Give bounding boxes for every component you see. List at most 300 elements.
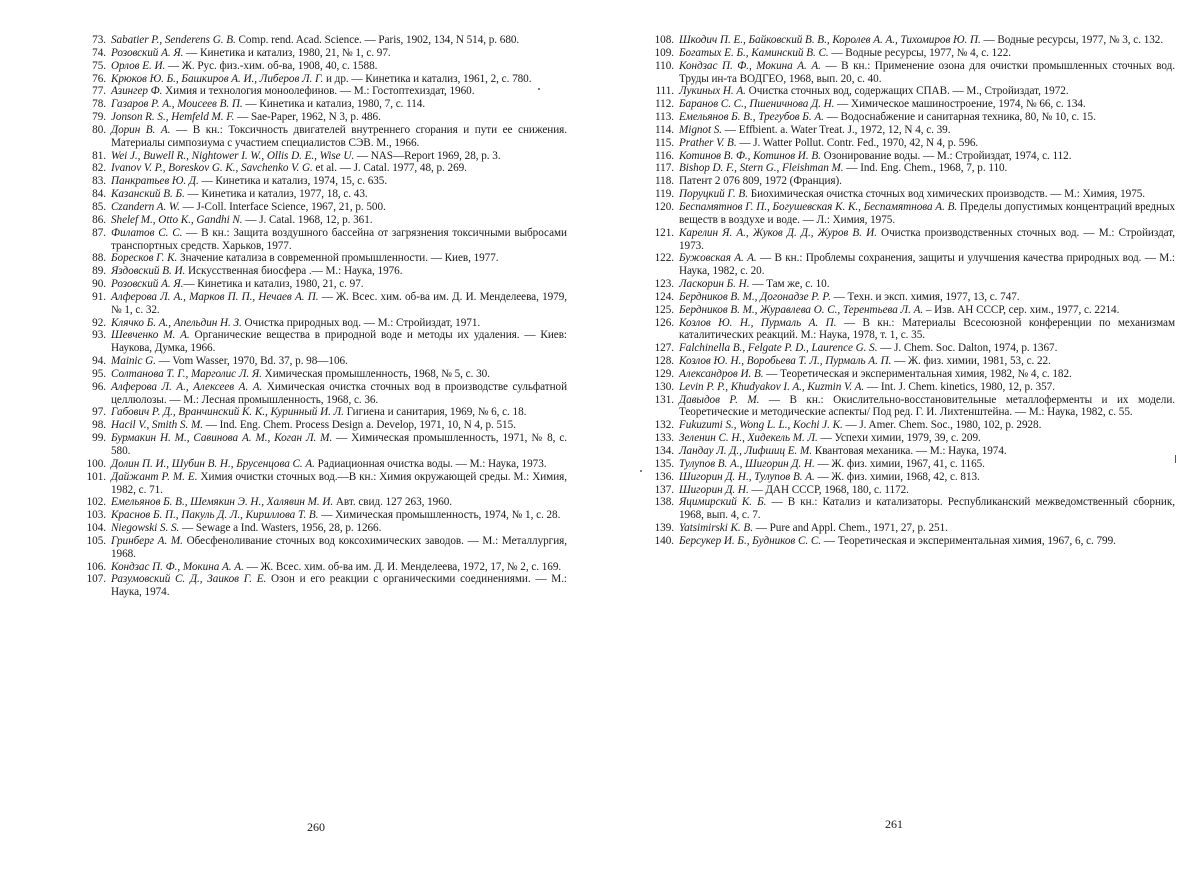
reference-authors: Шигорин Д. Н. xyxy=(679,483,749,496)
reference-number: 88. xyxy=(92,252,106,265)
reference-source: — Водные ресурсы, 1977, № 4, с. 122. xyxy=(828,46,1011,59)
reference-number: 105. xyxy=(86,534,106,547)
reference-number: 79. xyxy=(92,111,106,124)
reference-number: 136. xyxy=(654,470,674,483)
reference-item xyxy=(650,47,1175,60)
reference-authors: Кондзас П. Ф., Мокина А. А. xyxy=(111,560,244,573)
reference-number: 115. xyxy=(655,136,674,149)
reference-item xyxy=(82,214,567,227)
reference-source: Озон и его реакции с органическими соединениями. — М.: Наука, 1974. xyxy=(111,573,567,599)
reference-number: 98. xyxy=(92,419,106,432)
reference-item xyxy=(82,496,567,509)
reference-text xyxy=(679,355,1175,368)
reference-item xyxy=(82,419,567,432)
reference-number: 124. xyxy=(654,290,674,303)
reference-item xyxy=(650,227,1175,253)
reference-number: 128. xyxy=(654,355,674,368)
reference-source: — J. Watter Pollut. Contr. Fed., 1970, 42, N 4, p. 596. xyxy=(736,136,979,149)
reference-text xyxy=(679,60,1175,86)
reference-text xyxy=(679,522,1175,535)
reference-number: 83. xyxy=(92,175,106,188)
reference-number: 122. xyxy=(654,252,674,265)
reference-item xyxy=(650,342,1175,355)
reference-text xyxy=(111,419,567,432)
reference-source: — В кн.: Применение озона для очистки промышленных сточных вод. Труды ин-та ВОДГЕО, 1968, вып. 20, с. 40. xyxy=(679,59,1175,85)
reference-authors: Бужовская А. А. xyxy=(679,252,757,265)
reference-number: 90. xyxy=(92,278,106,291)
reference-number: 112. xyxy=(655,98,674,111)
reference-number: 111. xyxy=(655,85,674,98)
reference-source: — Ж. Рус. физ.-хим. об-ва, 1908, 40, с. 1588. xyxy=(165,59,378,72)
reference-item xyxy=(650,317,1175,343)
page-number-right: 261 xyxy=(885,817,903,831)
reference-authors: Niegowski S. S. xyxy=(111,522,180,535)
reference-authors: Клячко Б. А., Апельдин Н. З. xyxy=(111,316,242,329)
reference-text xyxy=(679,394,1175,420)
reference-source: Квантовая механика. — М.: Наука, 1974. xyxy=(812,445,1007,457)
reference-item xyxy=(650,484,1175,497)
reference-text xyxy=(679,368,1175,381)
reference-item xyxy=(650,111,1175,124)
reference-text xyxy=(111,162,567,175)
reference-text xyxy=(111,291,567,317)
scan-speck xyxy=(538,88,540,90)
reference-item xyxy=(82,47,567,60)
reference-item xyxy=(650,432,1175,445)
reference-authors: Levin P. P., Khudyakov I. A., Kuzmin V. A. xyxy=(679,380,865,393)
reference-item xyxy=(650,522,1175,535)
reference-authors: Богатых Е. Б., Каминский В. С. xyxy=(679,46,829,59)
reference-list-right xyxy=(650,34,1175,548)
reference-number: 119. xyxy=(655,188,674,201)
reference-number: 129. xyxy=(654,367,674,380)
reference-authors: Габович Р. Д., Вранчинский К. К., Куринный И. Л. xyxy=(111,406,344,419)
reference-source: — Теоретическая и экспериментальная химия, 1967, 6, с. 799. xyxy=(821,534,1116,547)
reference-item xyxy=(82,355,567,368)
reference-source: — Ind. Eng. Chem., 1968, 7, p. 110. xyxy=(843,162,1008,175)
reference-number: 110. xyxy=(655,59,674,72)
reference-source: Радиационная очистка воды. — М.: Наука, 1973. xyxy=(314,457,547,470)
reference-authors: Яздовский В. И. xyxy=(111,265,186,278)
reference-item xyxy=(650,98,1175,111)
reference-source: Химия и технология моноолефинов. — М.: Гостоптехиздат, 1960. xyxy=(162,85,475,98)
reference-text xyxy=(679,124,1175,137)
reference-number: 116. xyxy=(655,149,674,162)
reference-number: 103. xyxy=(86,509,106,522)
reference-number: 121. xyxy=(654,226,674,239)
reference-item xyxy=(82,150,567,163)
reference-item xyxy=(82,73,567,86)
reference-number: 118. xyxy=(655,175,674,188)
reference-authors: Wei J., Buwell R., Nightower I. W., Ollis D. E., Wise U. xyxy=(111,149,355,162)
reference-source: Органические вещества в природной воде и методы их удаления. — Киев: Наукова, Думка, 1966. xyxy=(111,329,567,355)
reference-text xyxy=(111,98,567,111)
reference-authors: Falchinella B., Felgate P. D., Laurence G. S. xyxy=(679,342,878,355)
reference-number: 73. xyxy=(92,34,106,46)
reference-source: — Ж. Всес. хим. об-ва им. Д. И. Менделеева, 1979, № 1, с. 32. xyxy=(111,290,567,316)
reference-item xyxy=(650,34,1175,47)
reference-item xyxy=(82,227,567,253)
reference-authors: Jonson R. S., Hemfeld M. F. xyxy=(111,111,235,124)
reference-item xyxy=(650,445,1175,458)
reference-authors: Алферова Л. А., Алексеев А. А. xyxy=(111,380,263,393)
reference-number: 84. xyxy=(92,188,106,201)
reference-item xyxy=(650,304,1175,317)
reference-item xyxy=(650,458,1175,471)
reference-number: 80. xyxy=(92,123,106,136)
scan-speck xyxy=(1175,455,1176,463)
reference-number: 87. xyxy=(92,226,106,239)
reference-text xyxy=(111,535,567,561)
reference-item xyxy=(650,150,1175,163)
reference-authors: Prather V. B. xyxy=(679,136,737,149)
reference-authors: Кондзас П. Ф., Мокина А. А. xyxy=(679,59,821,72)
reference-authors: Давыдов Р. М. xyxy=(679,393,760,406)
reference-text xyxy=(111,329,567,355)
reference-number: 94. xyxy=(92,355,106,368)
reference-authors: Козлов Ю. Н., Воробьева Т. Л., Пурмаль А. П. xyxy=(679,355,892,368)
reference-number: 125. xyxy=(654,303,674,316)
reference-item xyxy=(82,34,567,47)
reference-authors: Лукиных Н. А. xyxy=(679,85,746,98)
reference-item xyxy=(650,394,1175,420)
reference-number: 106. xyxy=(86,560,106,573)
reference-authors: Бурмакин Н. М., Савинова А. М., Коган Л. М. xyxy=(111,432,333,445)
reference-number: 97. xyxy=(92,406,106,419)
reference-item xyxy=(82,535,567,561)
reference-item xyxy=(650,137,1175,150)
reference-number: 109. xyxy=(654,46,674,59)
reference-text xyxy=(679,317,1175,343)
reference-authors: Розовский А. Я. xyxy=(111,278,184,291)
reference-text xyxy=(111,201,567,214)
reference-item xyxy=(650,252,1175,278)
reference-source: — Sewage a Ind. Wasters, 1956, 28, p. 1266. xyxy=(179,522,382,535)
reference-source: et al. — J. Catal. 1977, 48, p. 269. xyxy=(312,162,467,175)
reference-source: — Vom Wasser, 1970, Bd. 37, p. 98—106. xyxy=(155,355,348,368)
reference-authors: Азингер Ф. xyxy=(111,85,163,98)
reference-number: 92. xyxy=(92,316,106,329)
reference-source: Очистка сточных вод, содержащих СПАВ. — М., Стройиздат, 1972. xyxy=(745,85,1069,98)
reference-source: — Кинетика и катализ, 1980, 21, с. 97. xyxy=(183,278,364,291)
reference-number: 89. xyxy=(92,265,106,278)
reference-authors: Шкодич П. Е., Байковский В. В., Королев А. А., Тихомиров Ю. П. xyxy=(679,34,981,46)
reference-text xyxy=(111,368,567,381)
reference-authors: Зеленин С. Н., Хидекель М. Л. xyxy=(679,432,818,445)
reference-text xyxy=(111,496,567,509)
reference-source: — Effbient. a. Water Treat. J., 1972, 12, N 4, c. 39. xyxy=(722,123,951,136)
reference-source: — Там же, с. 10. xyxy=(749,278,830,291)
reference-item xyxy=(82,573,567,599)
reference-number: 82. xyxy=(92,162,106,175)
reference-authors: Боресков Г. К. xyxy=(111,252,178,265)
reference-authors: Казанский В. Б. xyxy=(111,188,185,201)
reference-authors: Fukuzumi S., Wong L. L., Kochi J. K. xyxy=(679,419,843,432)
reference-text xyxy=(111,355,567,368)
reference-source: — Успехи химии, 1979, 39, с. 209. xyxy=(817,432,981,445)
reference-number: 76. xyxy=(92,72,106,85)
reference-text xyxy=(111,227,567,253)
reference-item xyxy=(82,329,567,355)
reference-authors: Козлов Ю. Н., Пурмаль А. П. xyxy=(679,316,837,329)
reference-authors: Розовский А. Я. xyxy=(111,46,184,59)
reference-text xyxy=(111,34,567,47)
reference-source: — В кн.: Защита воздушного бассейна от загрязнения токсичными выбросами транспортных средств. Харьков, 1977. xyxy=(111,226,567,252)
reference-number: 81. xyxy=(92,149,106,162)
reference-item xyxy=(82,111,567,124)
reference-item xyxy=(82,471,567,497)
reference-authors: Bishop D. F., Stern G., Fleishman M. xyxy=(679,162,844,175)
reference-authors: Емельянов Б. В., Трегубов Б. А. xyxy=(679,111,824,124)
reference-text xyxy=(679,111,1175,124)
reference-source: — Sae-Paper, 1962, N 3, p. 486. xyxy=(234,111,381,124)
reference-text xyxy=(679,291,1175,304)
reference-source: — В кн.: Материалы Всесоюзной конференции по механизмам каталитических реакций. М.: Наука, 1978, т. 1, с. 35. xyxy=(679,316,1175,342)
reference-source: — Int. J. Chem. kinetics, 1980, 12, p. 357. xyxy=(864,380,1055,393)
reference-source: — Кинетика и катализ, 1977, 18, с. 43. xyxy=(184,188,368,201)
reference-source: — Водные ресурсы, 1977, № 3, с. 132. xyxy=(980,34,1164,46)
reference-number: 123. xyxy=(654,278,674,291)
reference-number: 107. xyxy=(86,573,106,586)
reference-text xyxy=(679,484,1175,497)
reference-item xyxy=(82,509,567,522)
reference-text xyxy=(111,214,567,227)
reference-number: 139. xyxy=(654,522,674,535)
reference-item xyxy=(82,85,567,98)
reference-text xyxy=(111,73,567,86)
reference-number: 131. xyxy=(654,393,674,406)
reference-item xyxy=(82,278,567,291)
reference-authors: Бердников В. М., Журавлева О. С., Терентьева Л. А. xyxy=(679,303,924,316)
reference-authors: Яцимирский К. Б. xyxy=(679,496,767,509)
reference-text xyxy=(111,471,567,497)
reference-source: — Ж. физ. химии, 1968, 42, с. 813. xyxy=(814,470,980,483)
reference-number: 77. xyxy=(92,85,106,98)
reference-text xyxy=(679,252,1175,278)
reference-authors: Карелин Я. А., Жуков Д. Д., Журов В. И. xyxy=(679,226,877,239)
reference-source: — Ж. Всес. хим. об-ва им. Д. И. Менделеева, 1972, 17, № 2, с. 169. xyxy=(243,560,562,573)
reference-text xyxy=(679,381,1175,394)
reference-text xyxy=(111,317,567,330)
reference-item xyxy=(82,368,567,381)
reference-source: — Pure and Appl. Chem., 1971, 27, p. 251. xyxy=(752,522,948,535)
reference-source: — J. Chem. Soc. Dalton, 1974, p. 1367. xyxy=(877,342,1058,355)
reference-authors: Поруцкий Г. В. xyxy=(679,188,748,201)
reference-source: Очистка природных вод. — М.: Стройиздат, 1971. xyxy=(241,316,481,329)
reference-number: 93. xyxy=(92,329,106,342)
reference-number: 104. xyxy=(86,522,106,535)
reference-authors: Yatsimirski K. B. xyxy=(679,522,753,535)
reference-authors: Берсукер И. Б., Будников С. С. xyxy=(679,534,822,547)
reference-number: 126. xyxy=(654,316,674,329)
reference-item xyxy=(650,496,1175,522)
reference-item xyxy=(82,188,567,201)
reference-source: — Кинетика и катализ, 1980, 21, № 1, с. 97. xyxy=(183,46,391,59)
reference-item xyxy=(650,188,1175,201)
page-number-left: 260 xyxy=(307,820,325,834)
reference-text xyxy=(111,265,567,278)
reference-source: Биохимическая очистка сточных вод химических производств. — М.: Химия, 1975. xyxy=(747,188,1146,201)
reference-text xyxy=(679,150,1175,163)
reference-source: — NAS—Report 1969, 28, p. 3. xyxy=(354,149,501,162)
reference-source: Химическая промышленность, 1968, № 5, с. 30. xyxy=(261,367,490,380)
reference-number: 101. xyxy=(86,470,106,483)
reference-text xyxy=(111,175,567,188)
reference-authors: Тулупов В. А., Шигорин Д. Н. xyxy=(679,457,815,470)
left-page xyxy=(82,34,567,599)
reference-source: Озонирование воды. — М.: Стройиздат, 1974, с. 112. xyxy=(820,149,1072,162)
reference-source: – Изв. АН СССР, сер. хим., 1977, с. 2214. xyxy=(923,303,1120,316)
reference-item xyxy=(82,458,567,471)
reference-text xyxy=(111,509,567,522)
reference-source: — В кн.: Окислительно-восстановительные металлоферменты и их модели. Теоретические и методические аспекты/ Под ред. Г. И. Лихтенштейна. — М.: Наука, 1982, с. 55. xyxy=(679,393,1176,419)
reference-authors: Sabatier P., Senderens G. B. xyxy=(111,34,236,46)
reference-number: 85. xyxy=(92,200,106,213)
reference-source: — В кн.: Катализ и катализаторы. Республиканский межведомственный сборник, 1968, вып. 4, с. 7. xyxy=(679,496,1176,522)
reference-number: 114. xyxy=(655,123,674,136)
reference-authors: Mainic G. xyxy=(111,355,156,368)
reference-text xyxy=(679,419,1175,432)
reference-authors: Котинов В. Ф., Котинов И. В. xyxy=(679,149,821,162)
reference-text xyxy=(679,458,1175,471)
reference-item xyxy=(650,60,1175,86)
reference-number: 99. xyxy=(92,432,106,445)
reference-number: 86. xyxy=(92,213,106,226)
reference-item xyxy=(650,471,1175,484)
reference-number: 133. xyxy=(654,432,674,445)
reference-source: — Химическая промышленность, 1971, № 8, с. 580. xyxy=(111,432,567,457)
reference-number: 78. xyxy=(92,98,106,111)
reference-item xyxy=(650,124,1175,137)
reference-number: 75. xyxy=(92,59,106,72)
reference-number: 134. xyxy=(654,445,674,457)
reference-authors: Дайжант Р. М. Е. xyxy=(111,470,198,483)
reference-text xyxy=(679,227,1175,253)
reference-text xyxy=(679,471,1175,484)
reference-text xyxy=(679,175,1175,188)
reference-authors: Ласкорин Б. Н. xyxy=(679,278,750,291)
reference-authors: Ландау Л. Д., Лифшиц Е. М. xyxy=(679,445,813,457)
reference-authors: Долин П. И., Шубин В. Н., Брусенцова С. А. xyxy=(111,457,315,470)
reference-text xyxy=(679,162,1175,175)
reference-text xyxy=(111,252,567,265)
reference-text xyxy=(679,342,1175,355)
reference-authors: Гринберг А. М. xyxy=(111,534,183,547)
reference-item xyxy=(650,355,1175,368)
reference-text xyxy=(111,406,567,419)
reference-source: — Техн. и эксп. химия, 1977, 13, с. 747. xyxy=(830,290,1020,303)
reference-text xyxy=(111,458,567,471)
reference-number: 120. xyxy=(654,200,674,213)
reference-authors: Shelef M., Otto K., Gandhi N. xyxy=(111,213,243,226)
reference-item xyxy=(82,265,567,278)
reference-number: 74. xyxy=(92,46,106,59)
reference-text xyxy=(111,111,567,124)
reference-item xyxy=(650,85,1175,98)
reference-source: — Химическое машиностроение, 1974, № 66, с. 134. xyxy=(834,98,1086,111)
reference-authors: Ivanov V. P., Boreskov G. K., Savchenko V. G. xyxy=(111,162,313,175)
reference-text xyxy=(111,432,567,458)
reference-source: — J. Catal. 1968, 12, p. 361. xyxy=(242,213,373,226)
reference-item xyxy=(650,419,1175,432)
reference-text xyxy=(679,496,1175,522)
reference-source: Comp. rend. Acad. Science. — Paris, 1902, 134, N 514, p. 680. xyxy=(235,34,520,46)
reference-item xyxy=(82,317,567,330)
reference-number: 127. xyxy=(654,342,674,355)
reference-number: 102. xyxy=(86,496,106,509)
reference-authors: Алферова Л. А., Марков П. П., Нечаев А. П. xyxy=(111,290,319,303)
reference-authors: Дорин В. А. xyxy=(111,123,171,136)
reference-text xyxy=(679,188,1175,201)
reference-text xyxy=(679,304,1175,317)
reference-item xyxy=(82,522,567,535)
reference-authors: Hacil V., Smith S. M. xyxy=(111,419,203,432)
reference-text xyxy=(111,278,567,291)
right-page xyxy=(650,34,1175,548)
reference-item xyxy=(82,406,567,419)
reference-item xyxy=(82,98,567,111)
reference-text xyxy=(111,60,567,73)
reference-authors: Панкратьев Ю. Д. xyxy=(111,175,199,188)
reference-number: 138. xyxy=(654,496,674,509)
reference-authors: Mignot S. xyxy=(679,123,723,136)
reference-item xyxy=(82,162,567,175)
reference-text xyxy=(679,535,1175,548)
reference-number: 130. xyxy=(654,380,674,393)
reference-item xyxy=(650,535,1175,548)
reference-source: — Ж. физ. химии, 1981, 53, с. 22. xyxy=(891,355,1051,368)
reference-number: 132. xyxy=(654,419,674,432)
reference-source: — В кн.: Токсичность двигателей внутреннего сгорания и пути ее снижения. Материалы симпозиума с участием специалистов СЭВ. М., 1966. xyxy=(111,123,567,149)
reference-number: 140. xyxy=(654,534,674,547)
reference-text xyxy=(111,522,567,535)
reference-item xyxy=(650,381,1175,394)
reference-number: 96. xyxy=(92,380,106,393)
reference-source: Химия очистки сточных вод.—В кн.: Химия окружающей среды. М.: Химия, 1982, с. 71. xyxy=(111,470,567,496)
reference-source: — Теоретическая и экспериментальная химия, 1982, № 4, с. 182. xyxy=(763,367,1072,380)
reference-item xyxy=(82,561,567,574)
reference-number: 137. xyxy=(654,483,674,496)
reference-source: Химическая очистка сточных вод в производстве сульфатной целлюлозы. — М.: Лесная промышленность, 1968, с. 36. xyxy=(111,380,568,406)
reference-item xyxy=(82,201,567,214)
reference-authors: Czandern A. W. xyxy=(111,200,180,213)
reference-list-left xyxy=(82,34,567,599)
reference-text xyxy=(111,573,567,599)
reference-item xyxy=(82,124,567,150)
reference-source: — В кн.: Проблемы сохранения, защиты и улучшения качества природных вод. — М.: Наука, 1982, с. 20. xyxy=(679,252,1175,278)
reference-source: Искусственная биосфера .— М.: Наука, 1976. xyxy=(185,265,403,278)
reference-authors: Солтанова Т. Г., Марголис Л. Я. xyxy=(111,367,262,380)
reference-text xyxy=(679,432,1175,445)
reference-text xyxy=(111,47,567,60)
reference-source: Гигиена и санитария, 1969, № 6, с. 18. xyxy=(343,406,527,419)
reference-authors: Орлов Е. И. xyxy=(111,59,166,72)
reference-authors: Газаров Р. А., Моисеев В. П. xyxy=(111,98,243,111)
reference-source: — Ind. Eng. Chem. Process Design a. Develop, 1971, 10, N 4, p. 515. xyxy=(202,419,516,432)
reference-text xyxy=(679,34,1175,47)
reference-authors: Шигорин Д. Н., Тулупов В. А. xyxy=(679,470,815,483)
reference-source: — J. Amer. Chem. Soc., 1980, 102, p. 2928. xyxy=(842,419,1042,432)
reference-text xyxy=(679,98,1175,111)
reference-item xyxy=(82,381,567,407)
reference-number: 108. xyxy=(654,34,674,46)
scan-speck xyxy=(640,470,642,472)
reference-authors: Беспамятнов Г. П., Богушевская К. К., Беспамятнова А. В. xyxy=(679,200,958,213)
reference-text xyxy=(111,150,567,163)
reference-source: и др. — Кинетика и катализ, 1961, 2, с. 780. xyxy=(323,72,532,85)
reference-source: — Ж. физ. химии, 1967, 41, с. 1165. xyxy=(814,457,985,470)
reference-authors: Александров И. В. xyxy=(679,367,764,380)
